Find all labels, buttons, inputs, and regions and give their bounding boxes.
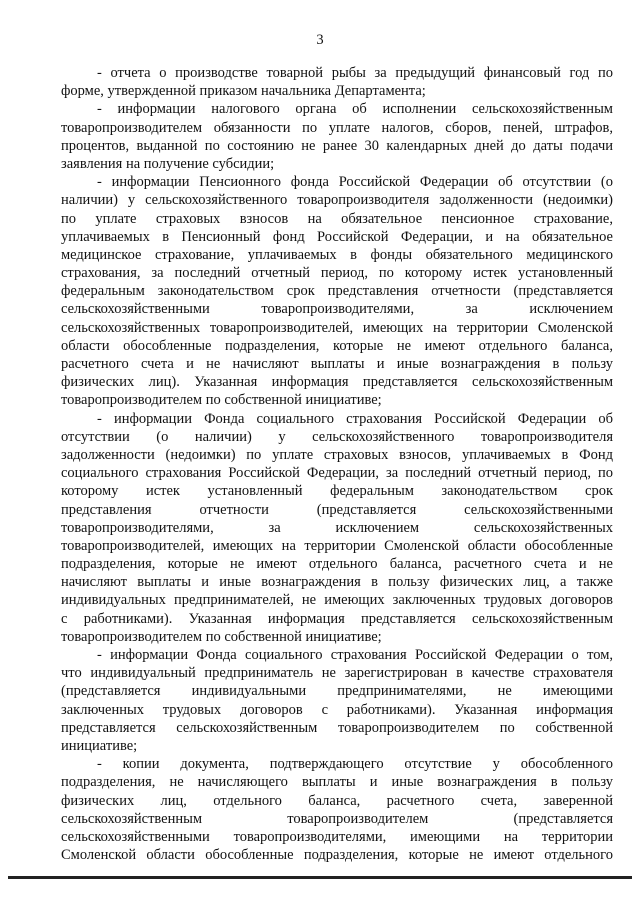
text-line: которому истек установленный федеральным законодательством срок	[61, 483, 613, 500]
text-line: подразделения, которые не имеют отдельного баланса, расчетного счета и не	[61, 556, 613, 573]
text-line: заключенных трудовых договоров с работниками). Указанная информация	[61, 701, 613, 718]
page-number: 3	[316, 32, 324, 48]
text-line: сельскохозяйственными товаропроизводителями, имеющими на территории	[61, 828, 613, 845]
text-line: - информации Фонда социального страхования Российской Федерации об	[97, 410, 613, 427]
text-line: начисляют выплаты и иные вознаграждения в пользу физических лиц, а также	[61, 574, 613, 591]
text-line: страхования, за последний отчетный период, по которому истек установленный	[61, 265, 613, 282]
page-bottom-border	[8, 876, 632, 879]
text-line: - информации Фонда социального страхования Российской Федерации о том,	[97, 647, 613, 663]
document-body	[61, 64, 613, 864]
text-line: товаропроизводителями, за исключением сельскохозяйственных	[61, 519, 613, 536]
text-line: задолженности (недоимки) по уплате страховых взносов, уплачиваемых в Фонд	[61, 446, 613, 463]
text-line: медицинское страхование, уплачиваемых в фонды обязательного медицинского	[61, 246, 613, 263]
text-line: сельскохозяйственных товаропроизводителей, имеющих на территории Смоленской	[61, 319, 613, 336]
text-line: процентов, выданной по состоянию не ранее 30 календарных дней до даты подачи	[61, 137, 613, 154]
text-line: - информации Пенсионного фонда Российской Федерации об отсутствии (о	[97, 174, 613, 191]
text-line: области обособленные подразделения, которые не имеют отдельного баланса,	[61, 337, 613, 354]
text-line: наличии) у сельскохозяйственного товаропроизводителя задолженности (недоимки)	[61, 192, 613, 209]
text-line: что индивидуальный предприниматель не зарегистрирован в качестве страхователя	[61, 665, 613, 682]
text-line: - отчета о производстве товарной рыбы за предыдущий финансовый год по	[97, 65, 613, 81]
text-line: социального страхования Российской Федерации, за последний отчетный период, по	[61, 465, 613, 482]
text-line: сельскохозяйственными товаропроизводителями, за исключением	[61, 301, 613, 318]
text-line: федеральным законодательством срок представления отчетности (представляется	[61, 283, 613, 300]
text-line: товаропроизводителей, имеющих на территории Смоленской области обособленные	[61, 537, 613, 554]
text-line: физических лиц). Указанная информация представляется сельскохозяйственным	[61, 374, 613, 391]
text-line: с работниками). Указанная информация представляется сельскохозяйственным	[61, 610, 613, 627]
text-line: (представляется индивидуальными предпринимателями, не имеющими	[61, 683, 613, 700]
text-line: заявления на получение субсидии;	[61, 155, 275, 172]
text-line: индивидуальных предпринимателей, не имеющих заключенных трудовых договоров	[61, 592, 613, 609]
text-line: Смоленской области обособленные подразделения, которые не имеют отдельного	[61, 847, 613, 864]
text-line: товаропроизводителем по собственной инициативе;	[61, 628, 382, 645]
text-line: подразделения, не начисляющего выплаты и иные вознаграждения в пользу	[61, 774, 613, 791]
text-line: представляется сельскохозяйственным товаропроизводителем по собственной	[61, 719, 613, 736]
text-line: представления отчетности (представляется сельскохозяйственными	[61, 501, 613, 518]
text-line: сельскохозяйственным товаропроизводителем (представляется	[61, 810, 613, 827]
text-line: товаропроизводителем обязанности по уплате налогов, сборов, пеней, штрафов,	[61, 119, 613, 136]
text-line: - копии документа, подтверждающего отсутствие у обособленного	[97, 756, 613, 773]
text-line: отсутствии (о наличии) у сельскохозяйственного товаропроизводителя	[61, 428, 613, 445]
text-line: товаропроизводителем по собственной инициативе;	[61, 392, 382, 409]
text-line: уплачиваемых в Пенсионный фонд Российской Федерации, и на обязательное	[61, 228, 613, 245]
text-line: физических лиц, отдельного баланса, расчетного счета, заверенной	[61, 792, 613, 809]
text-line: расчетного счета и не начисляют выплаты и иные вознаграждения в пользу	[61, 356, 613, 372]
text-line: - информации налогового органа об исполнении сельскохозяйственным	[97, 101, 613, 118]
text-line: форме, утвержденной приказом начальника Департамента;	[61, 83, 426, 100]
text-line: по уплате страховых взносов на обязательное пенсионное страхование,	[61, 210, 613, 227]
text-line: инициативе;	[61, 737, 138, 754]
